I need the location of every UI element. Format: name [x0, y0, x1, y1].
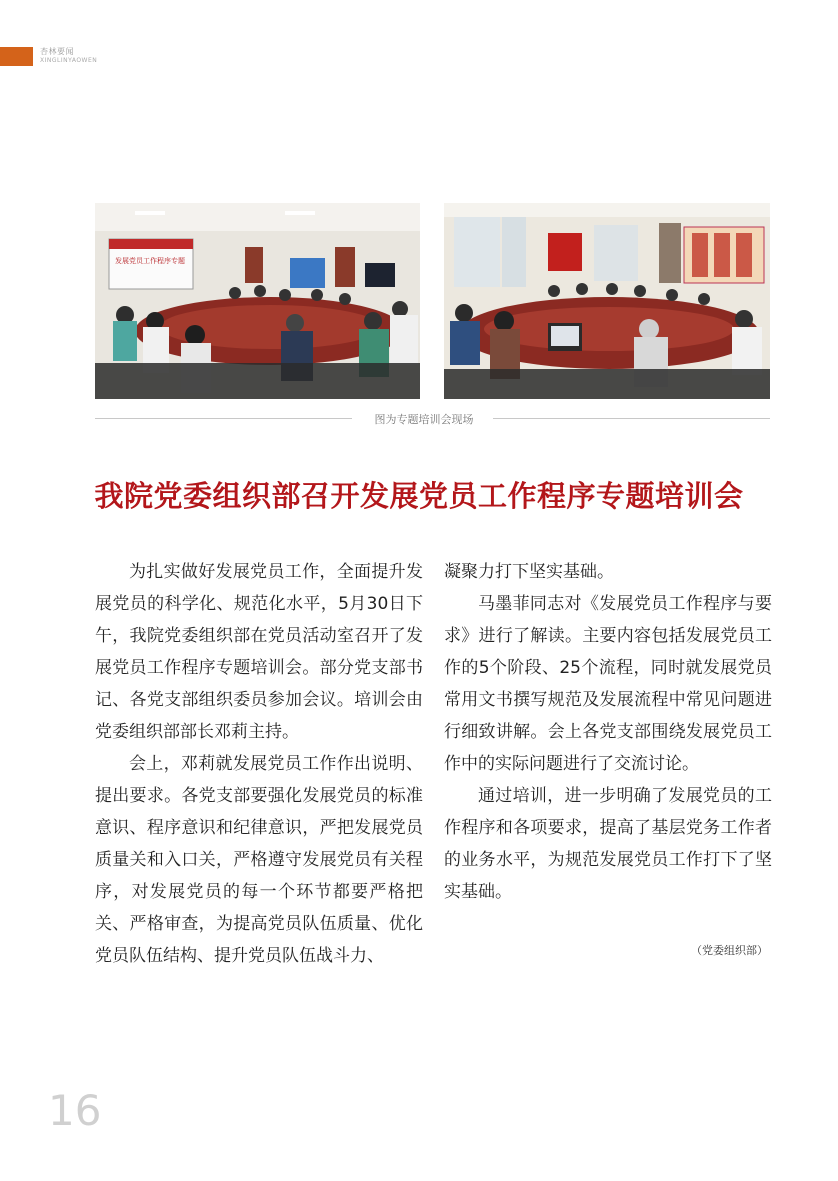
page-number: 16 [48, 1086, 102, 1135]
paragraph-continuation: 凝聚力打下坚实基础。 [444, 562, 614, 582]
caption-divider-right [493, 418, 770, 419]
article-title: 我院党委组织部召开发展党员工作程序专题培训会 [94, 479, 744, 513]
meeting-photo-left [95, 203, 420, 399]
article-column-right [444, 556, 772, 908]
section-title: 杏林要闻 [40, 47, 74, 56]
article-signature: （党委组织部） [691, 944, 768, 957]
meeting-photo-right [444, 203, 770, 399]
photo-caption: 图为专题培训会现场 [374, 413, 474, 426]
screen-text: 发展党员工作程序专题 [115, 257, 185, 265]
article-column-left [95, 556, 423, 972]
paragraph: 为扎实做好发展党员工作，全面提升发展党员的科学化、规范化水平，5月30日下午，我院党委组织部在党员活动室召开了发展党员工作程序专题培训会。部分党支部书记、各党支部组织委员参加会议。培训会由党委组织部部长邓莉主持。 [95, 562, 423, 742]
section-title-en: XINGLINYAOWEN [40, 57, 98, 64]
paragraph: 通过培训，进一步明确了发展党员的工作程序和各项要求，提高了基层党务工作者的业务水平，为规范发展党员工作打下了坚实基础。 [444, 786, 772, 902]
paragraph: 马墨菲同志对《发展党员工作程序与要求》进行了解读。主要内容包括发展党员工作的5个阶段、25个流程，同时就发展党员常用文书撰写规范及发展流程中常见问题进行细致讲解。会上各党支部围绕发展党员工作中的实际问题进行了交流讨论。 [444, 594, 772, 774]
section-marker [0, 47, 33, 66]
caption-divider-left [95, 418, 352, 419]
paragraph: 会上，邓莉就发展党员工作作出说明、提出要求。各党支部要强化发展党员的标准意识、程序意识和纪律意识，严把发展党员质量关和入口关，严格遵守发展党员有关程序，对发展党员的每一个环节都要严格把关、严格审查，为提高党员队伍质量、优化党员队伍结构、提升党员队伍战斗力、 [95, 754, 423, 966]
